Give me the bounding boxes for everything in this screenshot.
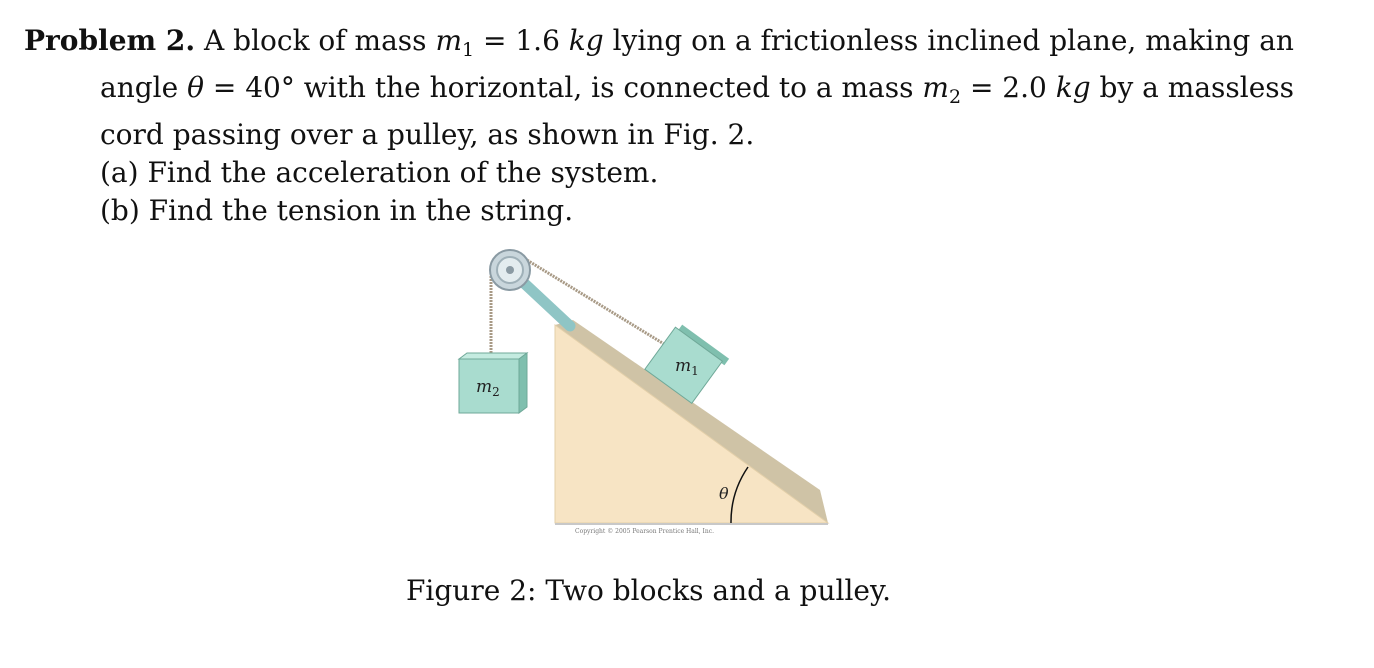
angle-value: = 40° with the horizontal, is connected to a mass (203, 71, 923, 104)
block-m2-label: $m_2$ (476, 377, 500, 399)
m1-unit: kg (568, 24, 604, 57)
part-a: (a) Find the acceleration of the system. (100, 156, 659, 189)
block-m2-top (459, 353, 527, 359)
copyright-text: Copyright © 2005 Pearson Prentice Hall, Inc. (575, 528, 714, 535)
m2-unit: kg (1055, 71, 1091, 104)
m2-symbol: m (922, 71, 949, 104)
theta-symbol: θ (187, 71, 204, 104)
problem-line-2: angle θ = 40° with the horizontal, is connected to a mass $m_2 = 2.0$ kg by a massless (100, 71, 1295, 108)
m1-value: = 1.6 (474, 24, 569, 57)
problem-line-1: Problem 2. A block of mass $m_1 = 1.6$ kg lying on a frictionless inclined plane, making an (24, 24, 1294, 61)
part-b: (b) Find the tension in the string. (100, 194, 574, 227)
figure-caption: Figure 2: Two blocks and a pulley. (406, 574, 891, 607)
figure-svg (440, 240, 840, 540)
problem-statement (24, 22, 1324, 230)
pulley-incline-figure (440, 240, 840, 540)
block-m1-label: $m_1$ (675, 356, 699, 378)
m1-symbol: m (435, 24, 462, 57)
pulley-axle (506, 266, 514, 274)
block-m2-side (519, 353, 527, 413)
m2-value: = 2.0 (961, 71, 1056, 104)
problem-label: Problem 2. (24, 24, 196, 57)
problem-line-3: cord passing over a pulley, as shown in Fig. 2. (100, 118, 755, 151)
angle-theta-label: θ (719, 484, 729, 503)
